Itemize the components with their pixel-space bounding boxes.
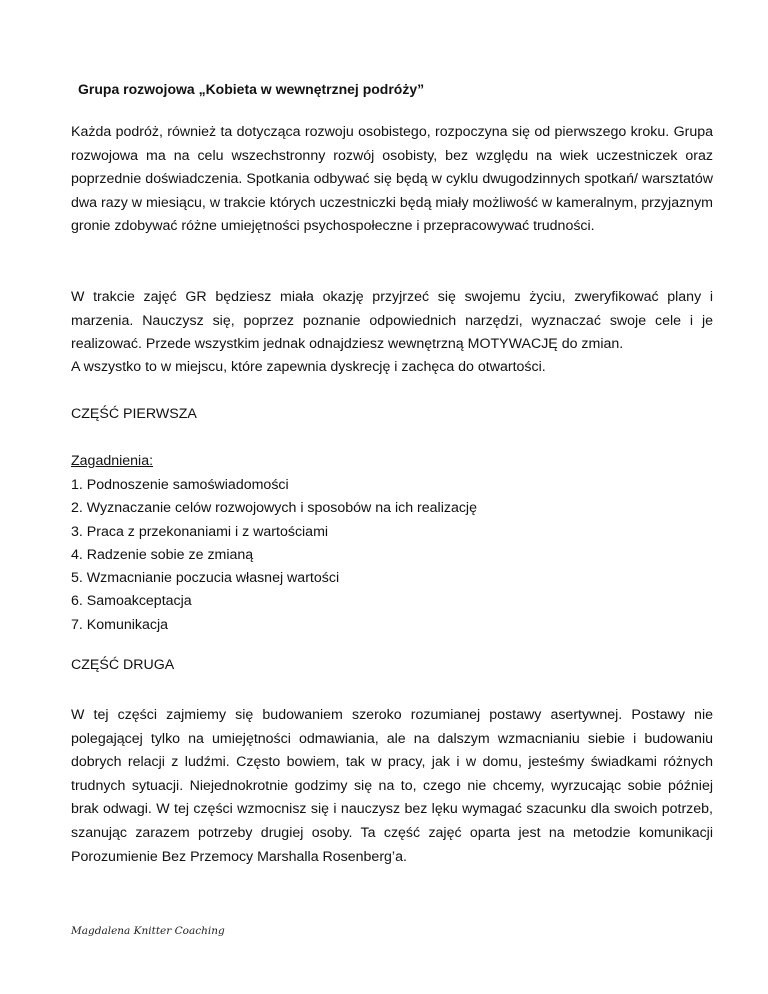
intro-paragraph: Każda podróż, również ta dotycząca rozwoju osobistego, rozpoczyna się od pierwszego kroku. Grupa rozwojowa ma na celu wszechstronny rozwój osobisty, bez względu na wiek uczestniczek oraz poprzednie doświadczenia. Spotkania odbywać się będą w cyklu dwugodzinnych spotkań/ warsztatów dwa razy w miesiącu, w trakcie których uczestniczki będą miały możliwość w kameralnym, przyjaznym gronie zdobywać różne umiejętności psychospołeczne i przepracowywać trudności. [71, 124, 713, 235]
list-item: 6. Samoakceptacja [71, 593, 192, 610]
second-paragraph-closing-line: A wszystko to w miejscu, które zapewnia dyskrecję i zachęca do otwartości. [71, 359, 546, 375]
list-item: 5. Wzmacnianie poczucia własnej wartości [71, 570, 340, 587]
document-title: Grupa rozwojowa „Kobieta w wewnętrznej podróży” [78, 81, 425, 97]
list-item: 7. Komunikacja [71, 616, 168, 633]
part-two-paragraph: W tej części zajmiemy się budowaniem szeroko rozumianej postawy asertywnej. Postawy nie polegającej tylko na umiejętności odmawiania, ale na dalszym wzmacnianiu siebie i budowaniu dobrych relacji z ludźmi. Często bowiem, tak w pracy, jak i w domu, jesteśmy świadkami różnych trudnych sytuacji. Niejednokrotnie godzimy się na to, czego nie chcemy, wyrzucając sobie później brak odwagi. W tej części wzmocnisz się i nauczysz bez lęku wymagać szacunku dla swoich potrzeb, szanując zarazem potrzeby drugiej osoby. Ta część zajęć oparta jest na metodzie komunikacji Porozumienie Bez Przemocy Marshalla Rosenberg’a. [71, 707, 713, 865]
part-one-heading: CZĘŚĆ PIERWSZA [71, 406, 197, 422]
list-item: 2. Wyznaczanie celów rozwojowych i sposobów na ich realizację [71, 500, 477, 517]
list-item: 3. Praca z przekonaniami i z wartościami [71, 523, 329, 540]
second-paragraph: W trakcie zajęć GR będziesz miała okazję przyjrzeć się swojemu życiu, zweryfikować plany i marzenia. Nauczysz się, poprzez poznanie odpowiednich narzędzi, wyznaczać swoje cele i je realizować. Przede wszystkim jednak odnajdziesz wewnętrzną MOTYWACJĘ do zmian. [71, 289, 713, 353]
list-item: 4. Radzenie sobie ze zmianą [71, 546, 254, 563]
footer-brand: Magdalena Knitter Coaching [71, 925, 225, 937]
part-two-heading: CZĘŚĆ DRUGA [71, 657, 175, 673]
topics-list [71, 474, 477, 637]
list-item: 1. Podnoszenie samoświadomości [71, 477, 289, 493]
topics-label: Zagadnienia: [71, 453, 154, 469]
